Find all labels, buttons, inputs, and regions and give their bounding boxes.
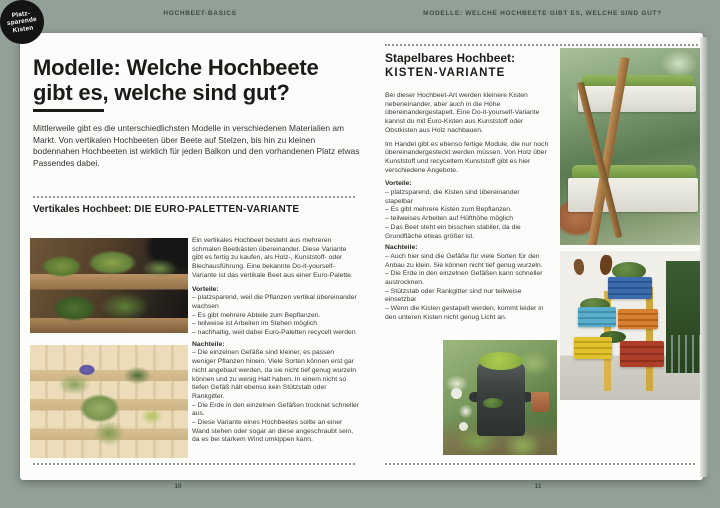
advantage-item: – nachhaltig, weil dabei Euro-Paletten recycelt werden bbox=[192, 329, 356, 337]
disadvantages-label: Nachteile: bbox=[385, 244, 418, 252]
advantage-item: – Es gibt mehrere Kisten zum Bepflanzen. bbox=[385, 206, 512, 214]
body-paragraph: Bei dieser Hochbeet-Art werden kleinere Kisten nebeneinander, aber auch in die Höhe übereinandergestapelt. Eine Do-it-yourself-Variante kannst du mit Euro-Kisten aus Kunststoff oder Obstkisten aus Holz nachbauen. bbox=[385, 92, 540, 134]
body-paragraph: Ein vertikales Hochbeet besteht aus mehreren schmalen Beetkästen übereinander. Diese Variante gibt es fertig zu kaufen, als Holz-, Kunststoff- oder Blechausführung. Eine bekannte Do-it-yourself-Variante ist das vertikale Beet aus einer Euro-Palette. bbox=[192, 237, 353, 279]
bottom-rule-right bbox=[385, 463, 695, 465]
photo-stacked-planter-tower bbox=[443, 340, 557, 455]
running-head-right: MODELLE: WELCHE HOCHBEETE GIBT ES, WELCHE SIND GUT? bbox=[423, 10, 662, 17]
page-edge bbox=[700, 37, 708, 477]
disadvantage-item: – Wenn die Kisten gestapelt werden, kommt leider in den unteren Kisten nicht genug Licht an. bbox=[385, 305, 544, 321]
right-heading-line1: Stapelbares Hochbeet: bbox=[385, 51, 516, 65]
advantage-item: – Es gibt mehrere Abteile zum Bepflanzen. bbox=[192, 311, 321, 319]
folio-right: 11 bbox=[534, 483, 542, 490]
top-rule-right bbox=[385, 44, 698, 46]
advantages-label: Vorteile: bbox=[192, 285, 219, 293]
advantage-item: – platzsparend, die Kisten sind übereinander stapelbar bbox=[385, 189, 520, 205]
intro-paragraph: Mittlerweile gibt es die unterschiedlichsten Modelle in verschiedenen Materialien am Markt. Von vertikalen Hochbeeten über Beete auf Stelzen, bis hin zu kleinen bodennahen Hochbeeten ist wirklich für jeden Balkon und den vorhandenen Platz etwas Passendes dabei. bbox=[33, 123, 360, 168]
page-title bbox=[33, 55, 359, 105]
badge-line2: sparende bbox=[6, 16, 38, 28]
ornament-ball bbox=[459, 422, 468, 431]
section-rule bbox=[33, 196, 355, 198]
bottom-rule-left bbox=[33, 463, 355, 465]
page-title-line2: gibt es, welche sind gut? bbox=[33, 80, 290, 105]
photo-pallet-herb-boxes bbox=[30, 238, 188, 333]
disadvantage-item: – Die Erde in den einzelnen Gefäßen kann schneller austrocknen. bbox=[385, 270, 543, 287]
photo-pallet-wall-garden bbox=[30, 345, 188, 458]
planter-box bbox=[568, 178, 698, 212]
crate-orange bbox=[618, 309, 658, 329]
disadvantage-item: – Stützstab oder Rankgitter sind nur teilweise einsetzbar bbox=[385, 287, 522, 304]
advantage-item: – teilweises Arbeiten auf Hüfthöhe möglich bbox=[385, 215, 514, 223]
page-title-line1: Modelle: Welche Hochbeete bbox=[33, 55, 319, 80]
ornament-ball bbox=[451, 388, 462, 399]
right-heading-line2: KISTEN-VARIANTE bbox=[385, 67, 506, 79]
disadvantage-item: – Die einzelnen Gefäße sind kleiner, es passen weniger Pflanzen hinein. Viele Sorten können erst gar nicht angebaut werden, da sie nicht tief genug wurzeln können und zu wenig Halt haben. In einem nicht so tiefen Gefäß hält ebenso kein Stützstab oder Rankgitter. bbox=[192, 349, 356, 400]
section-heading bbox=[33, 204, 363, 215]
body-paragraph: Im Handel gibt es ebenso fertige Module, die nur noch übereinandergesteckt werden müssen. Von Holz über Kunststoff und recyceltem Kunststoff gibt es hier verschiedene Angebote. bbox=[385, 140, 549, 174]
disadvantage-item: – Diese Variante eines Hochbeetes sollte an einer Wand stehen oder sogar an diese angeschraubt sein, da es bei starkem Wind umkippen kann. bbox=[192, 419, 354, 444]
disadvantage-item: – Auch hier sind die Gefäße für viele Sorten für den Anbau zu klein. Sie können nicht tief genug wurzeln. bbox=[385, 252, 543, 269]
crate-red bbox=[620, 341, 664, 367]
badge-line1: Platz- bbox=[11, 9, 31, 19]
lettuce-top bbox=[479, 352, 523, 370]
disadvantages-label: Nachteile: bbox=[192, 340, 225, 348]
running-head-left: HOCHBEET-BASICS bbox=[163, 10, 237, 17]
section-heading-regular: Vertikales Hochbeet: bbox=[33, 204, 135, 215]
badge-line3: Kisten bbox=[12, 24, 34, 35]
disadvantage-item: – Die Erde in den einzelnen Gefäßen trocknet schneller aus. bbox=[192, 401, 359, 418]
planter-box bbox=[578, 86, 696, 112]
photo-tiered-plant-stand bbox=[560, 48, 700, 245]
hanging-planter bbox=[573, 258, 585, 275]
plant bbox=[483, 398, 503, 408]
advantages-label: Vorteile: bbox=[385, 180, 412, 188]
section-heading-variant: DIE EURO-PALETTEN-VARIANTE bbox=[134, 204, 300, 215]
crate-lightblue bbox=[578, 307, 616, 327]
advantage-item: – Das Beet steht ein bisschen stabiler, da die Grundfläche etwas größer ist. bbox=[385, 223, 521, 240]
left-body-column bbox=[192, 237, 359, 445]
hanging-planter bbox=[599, 254, 613, 275]
balcony-railing bbox=[666, 335, 700, 375]
advantage-item: – platzsparend, weil die Pflanzen vertikal übereinander wachsen bbox=[192, 294, 357, 310]
crate-blue bbox=[608, 277, 652, 299]
crate-post bbox=[646, 287, 653, 391]
advantage-item: – teilweise ist Arbeiten im Stehen möglich bbox=[192, 320, 318, 328]
terracotta-pot bbox=[531, 392, 549, 412]
folio-left: 10 bbox=[174, 483, 182, 490]
crate-yellow bbox=[574, 337, 612, 359]
photo-colorful-crates bbox=[560, 251, 700, 400]
right-body-column bbox=[385, 92, 549, 323]
title-underline bbox=[33, 109, 104, 112]
